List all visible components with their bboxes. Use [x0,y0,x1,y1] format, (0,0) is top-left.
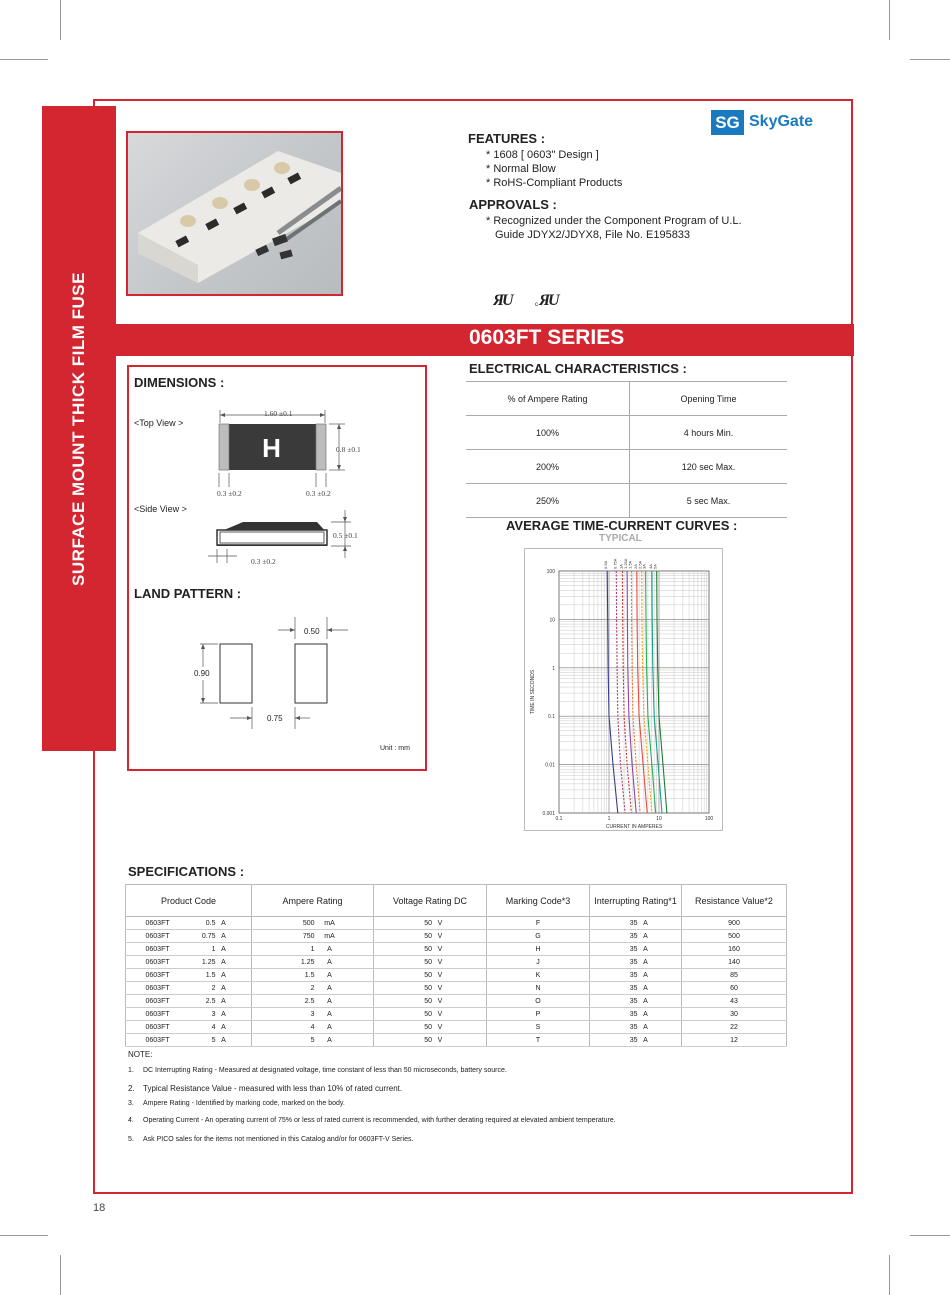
table-cell [682,956,787,969]
specifications-heading: SPECIFICATIONS : [128,864,245,879]
spec-value: 0.75 [201,932,216,940]
spec-value: 35 [629,932,638,940]
table-row [466,416,787,450]
spec-value: A [643,1036,648,1044]
spec-value: A [221,1036,226,1044]
top-length-dim: 1.60 ±0.1 [264,409,293,418]
col-header: Product Code [126,885,252,917]
table-cell [682,1034,787,1047]
table-row [126,956,787,969]
table-cell [126,956,252,969]
spec-value: 0603FT [145,997,170,1005]
spec-value: 35 [629,984,638,992]
series-label: 0.5A [603,560,609,569]
table-cell [682,1021,787,1034]
table-cell [590,982,682,995]
spec-value: A [643,997,648,1005]
spec-value: 900 [728,919,740,927]
svg-text:c: c [535,302,538,308]
spec-value: 2 [310,984,315,992]
y-tick-label: 1 [552,665,555,672]
spec-value: S [535,1023,541,1031]
table-cell [682,930,787,943]
svg-text:U: U [502,292,514,308]
spec-value: 0603FT [145,958,170,966]
y-tick-label: 10 [549,617,555,624]
svg-text:Я: Я [493,292,505,308]
y-tick-label: 0.001 [542,811,555,817]
spec-value: 0603FT [145,971,170,979]
spec-value: 4 [310,1023,315,1031]
spec-value: 60 [730,984,738,992]
spec-value: V [437,958,443,966]
spec-value: A [221,1023,226,1031]
spec-value: V [437,997,443,1005]
spec-value: A [327,958,332,966]
page-number: 18 [93,1202,106,1214]
notes-heading: NOTE: [128,1050,153,1059]
marking-code: H [262,432,281,463]
spec-value: 30 [730,1010,738,1018]
side-title: SURFACE MOUNT THICK FILM FUSE [69,271,88,586]
side-view-label: <Side View > [134,504,187,514]
table-cell [487,956,590,969]
table-cell [590,930,682,943]
table-cell [252,982,374,995]
table-row [466,450,787,484]
spec-value: 50 [424,932,432,940]
spec-value: 0603FT [145,932,170,940]
spec-value: 0603FT [145,1036,170,1044]
table-cell [487,995,590,1008]
table-header-row [466,382,787,416]
x-tick-label: 100 [704,816,714,822]
pad-width-dim: 0.50 [304,627,320,636]
note-item: 5. Ask PICO sales for the items not mentioned in this Catalog and/or for 0603FT-V Series. [128,1136,414,1143]
y-tick-label: 0.01 [545,762,555,769]
spec-value: A [327,971,332,979]
table-cell [252,1021,374,1034]
ul-recognized-icons [493,292,568,308]
spec-value: 0603FT [145,919,170,927]
table-cell [682,995,787,1008]
table-cell [487,930,590,943]
col-header: Marking Code*3 [487,885,590,917]
series-label: 5A [652,564,658,569]
table-cell [252,943,374,956]
table-cell [374,917,487,930]
spec-value: A [643,984,648,992]
spec-value: 35 [629,919,638,927]
table-cell [682,917,787,930]
spec-value: 35 [629,958,638,966]
right-term-dim: 0.3 ±0.2 [306,489,331,498]
spec-value: 50 [424,997,432,1005]
left-term-dim: 0.3 ±0.2 [217,489,242,498]
svg-text:U: U [548,292,560,308]
x-tick-label: 1 [607,816,611,822]
spec-value: 50 [424,984,432,992]
series-label: 4A [647,564,653,569]
spec-value: A [327,1023,332,1031]
series-label: 2A [632,564,638,569]
spec-value: 2.5 [304,997,315,1005]
rating-cell: 250% [466,484,630,518]
table-cell [374,982,487,995]
table-cell [374,1021,487,1034]
table-cell [590,1034,682,1047]
table-cell [252,1034,374,1047]
electrical-table [466,381,787,518]
spec-value: 0603FT [145,945,170,953]
table-cell [590,995,682,1008]
spec-value: A [221,945,226,953]
spec-value: 0.5 [205,919,216,927]
table-cell [374,1034,487,1047]
rating-cell: 100% [466,416,630,450]
table-cell [487,917,590,930]
spec-value: A [643,1010,648,1018]
rating-cell: 200% [466,450,630,484]
series-label: 1.25A [623,558,629,569]
table-cell [126,995,252,1008]
time-cell: 4 hours Min. [630,416,788,450]
side-term-dim: 0.3 ±0.2 [251,557,276,566]
table-row [466,484,787,518]
top-height-dim: 0.8 ±0.1 [336,445,361,454]
table-cell [590,943,682,956]
features-heading: FEATURES : [468,131,546,146]
spec-value: 1 [211,945,216,953]
table-cell [126,917,252,930]
specifications-table [125,884,787,1047]
spec-value: A [221,1010,226,1018]
spec-value: T [535,1036,541,1044]
spec-value: 1.25 [300,958,315,966]
table-row [126,943,787,956]
spec-value: H [535,945,541,953]
table-row [126,1034,787,1047]
spec-value: 50 [424,919,432,927]
spec-value: 1.5 [205,971,216,979]
spec-value: J [536,958,540,966]
spec-value: 140 [728,958,740,966]
note-item: 3. Ampere Rating - Identified by marking code, marked on the body. [128,1100,345,1107]
spec-value: A [221,932,226,940]
spec-value: A [643,1023,648,1031]
x-tick-label: 0.1 [555,816,563,822]
spec-value: 2 [211,984,216,992]
table-cell [590,917,682,930]
spec-value: 3 [211,1010,216,1018]
spec-value: 50 [424,958,432,966]
spec-value: A [643,971,648,979]
spec-value: 3 [310,1010,315,1018]
note-item: 4. Operating Current - An operating current of 75% or less of rated current is recommended, with further derating required at elevated ambient temperature. [128,1117,616,1124]
table-cell [487,1034,590,1047]
table-cell [682,982,787,995]
spec-value: A [643,919,648,927]
table-cell [682,969,787,982]
spec-value: V [437,945,443,953]
land-pattern-heading: LAND PATTERN : [134,586,242,601]
gap-dim: 0.75 [267,714,283,723]
series-title: 0603FT SERIES [469,326,625,349]
spec-value: A [221,984,226,992]
spec-value: A [327,1036,332,1044]
series-label: 3A [641,564,647,569]
spec-value: F [535,919,541,927]
table-row [126,969,787,982]
series-label: 0.75A [612,558,618,569]
table-cell [487,1008,590,1021]
col-header: Ampere Rating [252,885,374,917]
table-cell [590,956,682,969]
spec-value: 0603FT [145,1023,170,1031]
table-row [126,1021,787,1034]
table-cell [487,969,590,982]
spec-value: A [327,997,332,1005]
y-tick-label: 0.1 [548,714,555,721]
spec-value: 50 [424,971,432,979]
col-header: Interrupting Rating*1 [590,885,682,917]
table-row [126,917,787,930]
spec-value: V [437,971,443,979]
spec-value: A [221,958,226,966]
side-height-dim: 0.5 ±0.1 [333,531,358,540]
table-cell [682,943,787,956]
spec-value: 35 [629,1023,638,1031]
feature-item: * Normal Blow [486,163,556,175]
spec-value: V [437,1036,443,1044]
table-cell [252,956,374,969]
spec-value: 35 [629,1036,638,1044]
table-row [126,995,787,1008]
table-cell [126,930,252,943]
y-axis-label: TIME IN SECONDS [530,669,536,715]
dimensions-heading: DIMENSIONS : [134,375,225,390]
spec-value: P [535,1010,541,1018]
table-cell [126,1008,252,1021]
spec-value: 1 [310,945,315,953]
spec-value: G [535,932,541,940]
table-cell [126,943,252,956]
table-cell [374,969,487,982]
table-row [126,982,787,995]
spec-value: 50 [424,1036,432,1044]
spec-value: 750 [302,932,315,940]
spec-value: 35 [629,997,638,1005]
table-cell [126,1034,252,1047]
spec-value: 5 [310,1036,315,1044]
col-header: % of Ampere Rating [466,382,630,416]
spec-value: V [437,1010,443,1018]
spec-value: 2.5 [205,997,216,1005]
spec-value: 35 [629,945,638,953]
spec-value: A [327,1010,332,1018]
feature-item: * RoHS-Compliant Products [486,177,623,189]
note-item: 1. DC Interrupting Rating - Measured at designated voltage, time constant of less than 50 microseconds, battery source. [128,1067,507,1074]
approval-line: * Recognized under the Component Program of U.L. [486,215,742,227]
table-cell [126,982,252,995]
spec-value: 35 [629,971,638,979]
spec-value: mA [324,932,335,940]
spec-value: 35 [629,1010,638,1018]
table-cell [252,1008,374,1021]
table-cell [252,995,374,1008]
table-cell [374,930,487,943]
logo-name: SkyGate [749,113,814,130]
time-cell: 5 sec Max. [630,484,788,518]
table-cell [252,969,374,982]
table-cell [682,1008,787,1021]
spec-value: A [221,997,226,1005]
col-header: Resistance Value*2 [682,885,787,917]
note-item: 2. Typical Resistance Value - measured with less than 10% of rated current. [128,1084,403,1093]
spec-value: 85 [730,971,738,979]
col-header: Opening Time [630,382,788,416]
spec-value: 500 [728,932,740,940]
spec-value: mA [324,919,335,927]
x-tick-label: 10 [656,816,662,822]
plot-area [559,571,709,813]
table-cell [374,1008,487,1021]
spec-value: 12 [730,1036,738,1044]
spec-value: A [643,958,648,966]
top-view-label: <Top View > [134,418,184,428]
electrical-heading: ELECTRICAL CHARACTERISTICS : [469,361,687,376]
spec-value: 43 [730,997,738,1005]
time-cell: 120 sec Max. [630,450,788,484]
spec-value: 5 [211,1036,216,1044]
spec-value: 50 [424,945,432,953]
spec-value: 0603FT [145,1010,170,1018]
spec-value: 4 [211,1023,216,1031]
curves-subheading: TYPICAL [599,533,642,544]
series-label: 2.5A [637,560,643,569]
spec-value: 50 [424,1010,432,1018]
logo-mark: SG [711,110,744,135]
col-header: Voltage Rating DC [374,885,487,917]
spec-value: V [437,932,443,940]
spec-value: 160 [728,945,740,953]
spec-value: K [535,971,541,979]
spec-value: 1.25 [201,958,216,966]
spec-value: A [643,932,648,940]
table-row [126,930,787,943]
approvals-heading: APPROVALS : [469,197,557,212]
table-cell [590,969,682,982]
feature-item: * 1608 [ 0603" Design ] [486,149,599,161]
table-cell [487,1021,590,1034]
table-cell [126,1021,252,1034]
table-cell [374,995,487,1008]
table-cell [487,982,590,995]
table-cell [590,1021,682,1034]
series-label: 1A [618,564,624,569]
spec-value: V [437,1023,443,1031]
spec-value: A [327,945,332,953]
product-photo [126,131,343,296]
table-cell [126,969,252,982]
svg-text:Я: Я [539,292,551,308]
spec-value: A [327,984,332,992]
spec-value: 0603FT [145,984,170,992]
table-row [126,1008,787,1021]
spec-value: 22 [730,1023,738,1031]
spec-value: N [535,984,541,992]
spec-value: V [437,984,443,992]
unit-label: Unit : mm [380,745,410,752]
table-cell [252,930,374,943]
time-current-chart [524,548,723,831]
spec-value: 50 [424,1023,432,1031]
curves-heading: AVERAGE TIME-CURRENT CURVES : [506,518,738,533]
y-tick-label: 100 [546,569,555,575]
approval-line: Guide JDYX2/JDYX8, File No. E195833 [495,229,691,241]
spec-value: A [221,919,226,927]
table-cell [252,917,374,930]
spec-value: 500 [302,919,315,927]
table-cell [590,1008,682,1021]
spec-value: 1.5 [304,971,315,979]
spec-value: V [437,919,443,927]
pad-height-dim: 0.90 [194,669,210,678]
table-cell [374,956,487,969]
spec-value: A [643,945,648,953]
spec-value: A [221,971,226,979]
x-axis-label: CURRENT IN AMPERES [605,824,663,830]
table-header-row [126,885,787,917]
series-label: 1.5A [627,560,633,569]
table-cell [374,943,487,956]
table-cell [487,943,590,956]
spec-value: O [535,997,541,1005]
